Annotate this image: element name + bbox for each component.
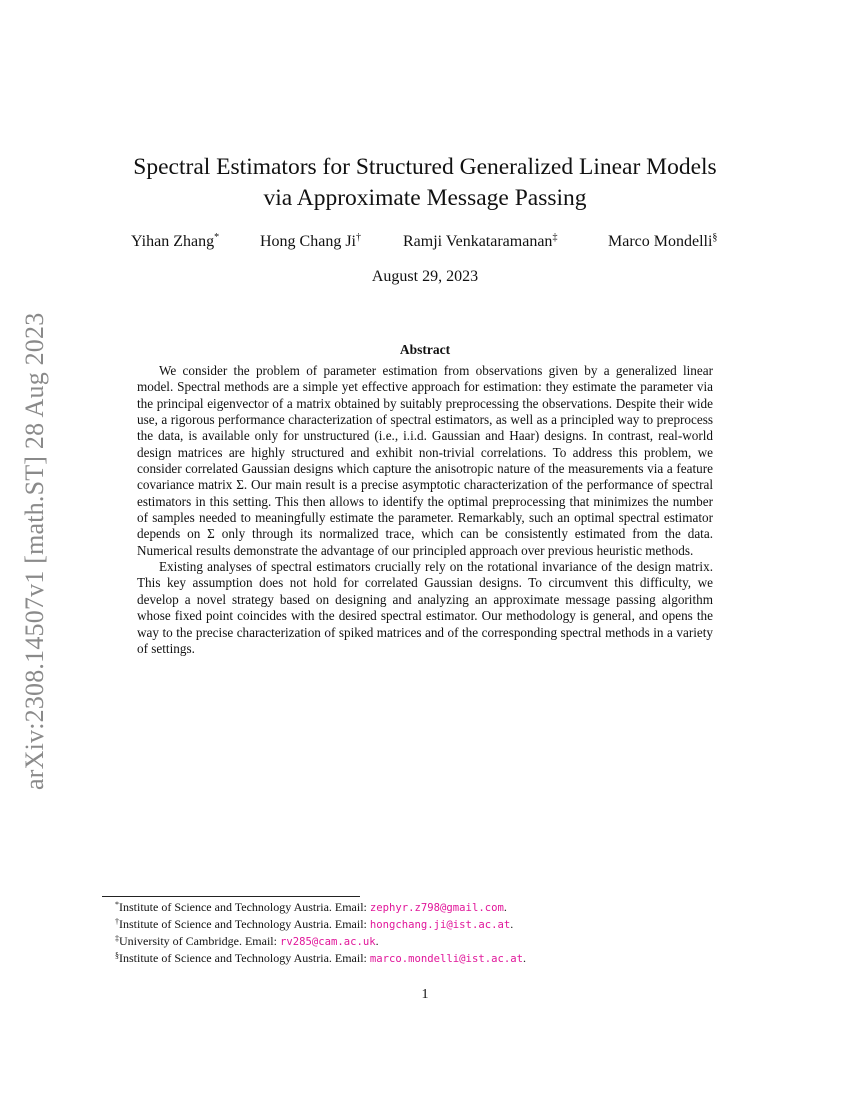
author-ramji-venkataramanan: Ramji Venkataramanan‡ xyxy=(403,232,558,250)
footnote-affiliation: *Institute of Science and Technology Austria. Email: zephyr.z798@gmail.com. xyxy=(115,900,507,914)
author-marco-mondelli: Marco Mondelli§ xyxy=(608,232,718,250)
abstract-heading: Abstract xyxy=(399,342,451,357)
email-link[interactable]: hongchang.ji@ist.ac.at xyxy=(369,919,511,931)
abstract-paragraph: Existing analyses of spectral estimators crucially rely on the rotational invariance of the design matrix. This key assumption does not hold for correlated Gaussian designs. To circumvent this difficulty, we develop a novel strategy based on designing and analyzing an approximate message passing algorithm whose fixed point coincides with the desired spectral estimator. Our methodology is general, and opens the way to the precise characterization of spiked matrices and of the corresponding spectral methods in a variety of settings. xyxy=(137,559,713,656)
abstract-body xyxy=(137,363,713,657)
footnote-divider xyxy=(102,896,360,897)
title-line-1: Spectral Estimators for Structured Generalized Linear Models xyxy=(133,154,717,180)
arxiv-identifier-stamp: arXiv:2308.14507v1 [math.ST] 28 Aug 2023 xyxy=(20,312,49,790)
email-link[interactable]: zephyr.z798@gmail.com xyxy=(369,902,504,914)
footnotes xyxy=(115,899,755,967)
footnote-affiliation: ‡University of Cambridge. Email: rv285@cam.ac.uk. xyxy=(115,934,379,948)
email-link[interactable]: rv285@cam.ac.uk xyxy=(279,936,376,948)
title-line-2: via Approximate Message Passing xyxy=(263,185,587,211)
page-number: 1 xyxy=(421,987,429,1002)
paper-title xyxy=(0,152,850,214)
abstract-paragraph: We consider the problem of parameter estimation from observations given by a generalized linear model. Spectral methods are a simple yet effective approach for estimation: they estimate the parameter via the principal eigenvector of a matrix obtained by suitably preprocessing the observations. Despite their wide use, a rigorous performance characterization of spectral estimators, as well as a principled way to preprocess the data, is available only for unstructured (i.e., i.i.d. Gaussian and Haar) designs. In contrast, real-world design matrices are highly structured and exhibit non-trivial correlations. To address this problem, we consider correlated Gaussian designs which capture the anisotropic nature of the measurements via a feature covariance matrix Σ. Our main result is a precise asymptotic characterization of the performance of spectral estimators in this setting. This then allows to identify the optimal preprocessing that minimizes the number of samples needed to meaningfully estimate the parameter. Remarkably, such an optimal spectral estimator depends on Σ only through its normalized trace, which can be consistently estimated from the data. Numerical results demonstrate the advantage of our principled approach over previous heuristic methods. xyxy=(137,363,713,558)
footnote-affiliation: †Institute of Science and Technology Austria. Email: hongchang.ji@ist.ac.at. xyxy=(115,917,514,931)
author-yihan-zhang: Yihan Zhang* xyxy=(131,232,220,250)
email-link[interactable]: marco.mondelli@ist.ac.at xyxy=(369,953,523,965)
footnote-affiliation: §Institute of Science and Technology Austria. Email: marco.mondelli@ist.ac.at. xyxy=(115,951,526,965)
author-hong-chang-ji: Hong Chang Ji† xyxy=(260,232,361,250)
publication-date: August 29, 2023 xyxy=(371,268,479,285)
